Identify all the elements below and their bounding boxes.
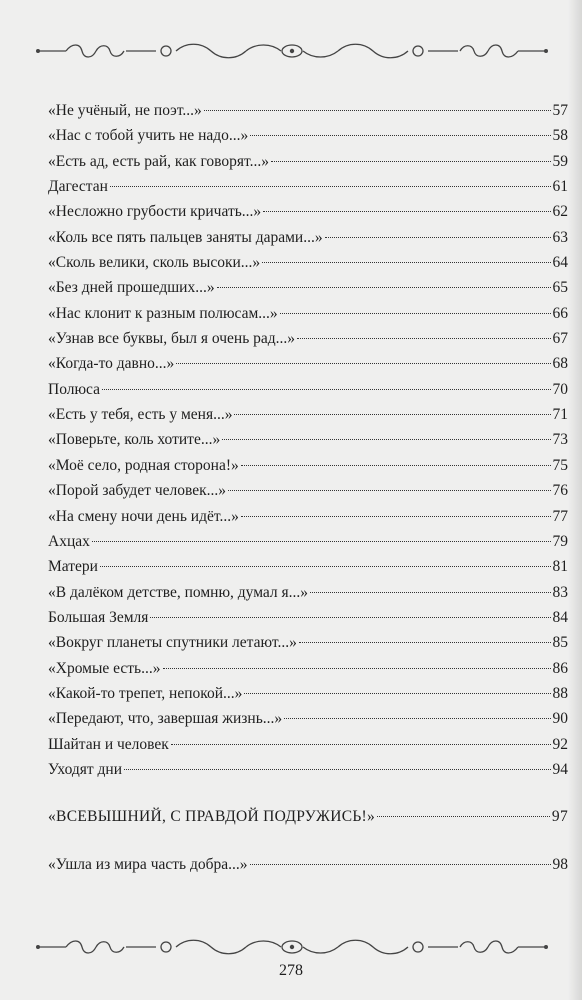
toc-entry[interactable] <box>48 402 568 427</box>
dot-leader <box>100 566 551 567</box>
dot-leader <box>124 769 550 770</box>
dot-leader <box>262 262 550 263</box>
dot-leader <box>92 541 551 542</box>
toc-entry-title: «Моё село, родная сторона!» <box>48 456 239 474</box>
toc-entry[interactable] <box>48 123 568 148</box>
toc-entry-page: 81 <box>552 558 568 576</box>
toc-entry-page: 77 <box>552 507 568 525</box>
toc-entry[interactable] <box>48 174 568 199</box>
toc-entry[interactable] <box>48 656 568 681</box>
toc-entry-page: 88 <box>552 684 568 702</box>
toc-entry-title: Шайтан и человек <box>48 735 169 753</box>
toc-entry-title: «Порой забудет человек...» <box>48 482 227 500</box>
page-number: 278 <box>279 962 303 979</box>
toc-section-page: 97 <box>551 808 568 826</box>
dot-leader <box>222 439 550 440</box>
dot-leader <box>150 617 550 618</box>
dot-leader <box>325 237 551 238</box>
toc-entry-page: 86 <box>552 659 568 677</box>
dot-leader <box>244 693 550 694</box>
toc-entry-page: 68 <box>552 355 568 373</box>
toc-entry-title: Большая Земля <box>48 608 149 626</box>
dot-leader <box>299 642 551 643</box>
toc-entry-title: «На смену ночи день идёт...» <box>48 507 239 525</box>
dot-leader <box>284 718 550 719</box>
toc-entry[interactable] <box>48 149 568 174</box>
top-ornament-border <box>36 40 548 62</box>
dot-leader <box>241 516 551 517</box>
toc-entry-title: «Передают, что, завершая жизнь...» <box>48 710 283 728</box>
dot-leader <box>310 592 550 593</box>
toc-entry[interactable] <box>48 199 568 224</box>
toc-entry-title: «Хромые есть...» <box>48 659 161 677</box>
toc-entry-title: «Нас с тобой учить не надо...» <box>48 127 249 145</box>
toc-entry-title: «Нас клонит к разным полюсам...» <box>48 304 278 322</box>
dot-leader <box>234 414 550 415</box>
toc-entry[interactable] <box>48 225 568 250</box>
dot-leader <box>263 211 550 212</box>
toc-entry[interactable] <box>48 250 568 275</box>
toc-entry-title: «Когда-то давно...» <box>48 355 175 373</box>
toc-entry-page: 58 <box>552 127 568 145</box>
toc-section-title: «ВСЕВЫШНИЙ, С ПРАВДОЙ ПОДРУЖИСЬ!» <box>48 808 376 826</box>
toc-entry[interactable] <box>48 478 568 503</box>
toc-entry-title: «Без дней прошедших...» <box>48 279 215 297</box>
toc-entry-title: Уходят дни <box>48 760 123 778</box>
toc-entry-title: «Узнав все буквы, был я очень рад...» <box>48 330 296 348</box>
toc-entry-page: 73 <box>552 431 568 449</box>
toc-entry-title: Полюса <box>48 380 101 398</box>
dot-leader <box>163 668 551 669</box>
dot-leader <box>176 363 550 364</box>
dot-leader <box>297 338 550 339</box>
toc-entry-page: 98 <box>552 855 568 873</box>
toc-entry-page: 59 <box>552 152 568 170</box>
table-of-contents <box>48 98 568 877</box>
toc-entry[interactable] <box>48 681 568 706</box>
toc-entry-page: 85 <box>552 634 568 652</box>
toc-entry-page: 94 <box>552 760 568 778</box>
toc-entry-title: «Не учёный, не поэт...» <box>48 102 202 119</box>
page-edge-shadow <box>568 0 582 1000</box>
bottom-ornament-border <box>36 936 548 958</box>
dot-leader <box>204 110 551 111</box>
toc-entry-title: «Есть у тебя, есть у меня...» <box>48 406 233 424</box>
dot-leader <box>271 161 551 162</box>
toc-entry-page: 63 <box>552 228 568 246</box>
toc-entry-page: 75 <box>552 456 568 474</box>
dot-leader <box>241 465 551 466</box>
toc-entry[interactable] <box>48 98 568 123</box>
toc-entry-title: «Коль все пять пальцев заняты дарами...» <box>48 228 323 246</box>
toc-entry-title: Ахцах <box>48 532 90 550</box>
toc-entry[interactable] <box>48 275 568 300</box>
toc-entry-page: 57 <box>552 102 568 119</box>
toc-entry-page: 71 <box>552 406 568 424</box>
dot-leader <box>171 744 551 745</box>
toc-entry-page: 84 <box>552 608 568 626</box>
toc-entry-title: «Сколь велики, сколь высоки...» <box>48 254 261 272</box>
dot-leader <box>110 186 551 187</box>
toc-entry[interactable] <box>48 630 568 655</box>
toc-entry-page: 67 <box>552 330 568 348</box>
dot-leader <box>250 864 551 865</box>
toc-entry[interactable] <box>48 580 568 605</box>
toc-entry-page: 61 <box>552 178 568 196</box>
toc-entry-title: Дагестан <box>48 178 108 196</box>
toc-entry-page: 65 <box>552 279 568 297</box>
toc-entry-page: 90 <box>552 710 568 728</box>
toc-entry-page: 79 <box>552 532 568 550</box>
toc-entry[interactable] <box>48 852 568 877</box>
toc-entry[interactable] <box>48 504 568 529</box>
toc-entry-page: 64 <box>552 254 568 272</box>
dot-leader <box>217 287 551 288</box>
toc-entry[interactable] <box>48 326 568 351</box>
toc-entry[interactable] <box>48 427 568 452</box>
toc-entry[interactable] <box>48 351 568 376</box>
toc-entry[interactable] <box>48 554 568 579</box>
toc-entry[interactable] <box>48 732 568 757</box>
toc-entry-page: 66 <box>552 304 568 322</box>
toc-entry-title: «В далёком детстве, помню, думал я...» <box>48 583 309 601</box>
toc-entry[interactable] <box>48 453 568 478</box>
toc-entry-page: 70 <box>552 380 568 398</box>
toc-entry[interactable] <box>48 706 568 731</box>
toc-entry[interactable] <box>48 529 568 554</box>
dot-leader <box>250 135 550 136</box>
toc-entry-page: 92 <box>552 735 568 753</box>
toc-entry-page: 62 <box>552 203 568 221</box>
toc-entry-title: «Ушла из мира часть добра...» <box>48 855 248 873</box>
toc-entry[interactable] <box>48 605 568 630</box>
toc-entry-title: «Поверьте, коль хотите...» <box>48 431 221 449</box>
toc-entry-title: «Вокруг планеты спутники летают...» <box>48 634 297 652</box>
toc-entry-title: «Есть ад, есть рай, как говорят...» <box>48 152 269 170</box>
dot-leader <box>228 490 550 491</box>
dot-leader <box>102 389 550 390</box>
toc-entry[interactable] <box>48 301 568 326</box>
toc-entry[interactable] <box>48 377 568 402</box>
dot-leader <box>280 313 551 314</box>
toc-section-heading[interactable] <box>48 804 568 829</box>
toc-entry-page: 76 <box>552 482 568 500</box>
toc-entry-title: «Какой-то трепет, непокой...» <box>48 684 243 702</box>
dot-leader <box>377 816 550 817</box>
toc-entry-page: 83 <box>552 583 568 601</box>
toc-entry-title: «Несложно грубости кричать...» <box>48 203 262 221</box>
toc-entry[interactable] <box>48 757 568 782</box>
toc-entry-title: Матери <box>48 558 98 576</box>
